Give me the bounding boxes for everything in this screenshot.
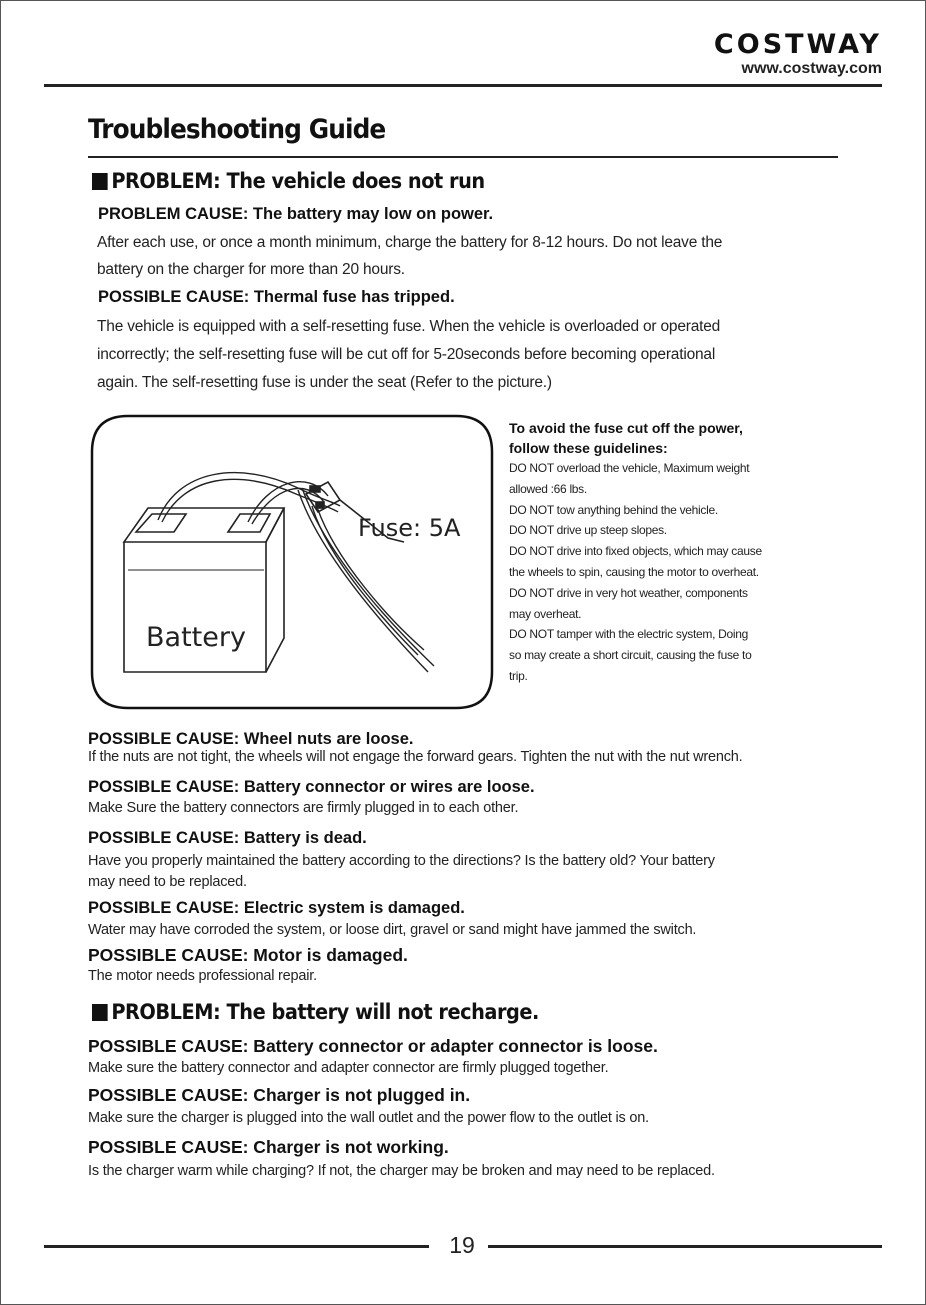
cause-label: POSSIBLE CAUSE: Wheel nuts are loose. bbox=[88, 730, 414, 748]
fuse-label: Fuse: 5A bbox=[358, 514, 461, 542]
text-line: Make sure the charger is plugged into the wall outlet and the power flow to the outlet is on. bbox=[88, 1110, 649, 1126]
heading-square-icon bbox=[92, 1004, 108, 1021]
cause-label: POSSIBLE CAUSE: Charger is not working. bbox=[88, 1137, 449, 1157]
text-line: The motor needs professional repair. bbox=[88, 968, 317, 984]
guideline-line: so may create a short circuit, causing the fuse to bbox=[509, 648, 752, 663]
guidelines-title-line: To avoid the fuse cut off the power, bbox=[509, 420, 743, 436]
cause-label: POSSIBLE CAUSE: Thermal fuse has tripped. bbox=[98, 288, 455, 306]
footer-rule-right bbox=[488, 1245, 882, 1248]
cause-label: POSSIBLE CAUSE: Battery connector or wires are loose. bbox=[88, 778, 535, 796]
battery-label: Battery bbox=[146, 622, 246, 653]
guideline-line: DO NOT overload the vehicle, Maximum weight bbox=[509, 461, 750, 475]
guideline-line: allowed :66 lbs. bbox=[509, 481, 587, 496]
title-rule bbox=[88, 156, 838, 158]
page-title: Troubleshooting Guide bbox=[88, 114, 386, 145]
cause-description bbox=[97, 229, 837, 283]
fuse-battery-illustration bbox=[88, 410, 498, 712]
text-line: Have you properly maintained the battery according to the directions? Is the battery old? Your battery bbox=[88, 853, 715, 869]
cause-label: POSSIBLE CAUSE: Battery is dead. bbox=[88, 829, 367, 847]
cause-description bbox=[97, 313, 837, 397]
guideline-line: DO NOT tamper with the electric system, Doing bbox=[509, 627, 749, 642]
guideline-line: trip. bbox=[509, 668, 528, 683]
cause-description bbox=[88, 798, 888, 819]
cause-description bbox=[88, 851, 888, 893]
brand-header bbox=[714, 30, 882, 78]
guideline-line: DO NOT drive into fixed objects, which may cause bbox=[509, 544, 762, 559]
header-rule bbox=[44, 84, 882, 87]
cause-description bbox=[88, 1161, 888, 1182]
guideline-line: DO NOT drive in very hot weather, components bbox=[509, 585, 748, 600]
text-line: battery on the charger for more than 20 hours. bbox=[97, 261, 405, 278]
cause-description bbox=[88, 966, 888, 987]
text-line: After each use, or once a month minimum, charge the battery for 8-12 hours. Do not leave the bbox=[97, 234, 723, 251]
cause-label: POSSIBLE CAUSE: Charger is not plugged in. bbox=[88, 1085, 471, 1105]
cause-label: PROBLEM CAUSE: The battery may low on power. bbox=[98, 205, 494, 223]
cause-description bbox=[88, 747, 888, 768]
text-line: Is the charger warm while charging? If not, the charger may be broken and may need to be replaced. bbox=[88, 1163, 715, 1179]
problem-heading-text: PROBLEM: The battery will not recharge. bbox=[111, 1000, 539, 1024]
guideline-line: DO NOT tow anything behind the vehicle. bbox=[509, 502, 718, 517]
text-line: Make sure the battery connector and adapter connector are firmly plugged together. bbox=[88, 1060, 609, 1076]
footer-rule-left bbox=[44, 1245, 429, 1248]
text-line: The vehicle is equipped with a self-resetting fuse. When the vehicle is overloaded or operated bbox=[97, 318, 721, 335]
cause-label: POSSIBLE CAUSE: Electric system is damaged. bbox=[88, 899, 465, 917]
text-line: again. The self-resetting fuse is under the seat (Refer to the picture.) bbox=[97, 374, 552, 391]
fuse-guidelines bbox=[509, 418, 809, 687]
heading-square-icon bbox=[92, 173, 108, 190]
brand-logo: COSTWAY bbox=[713, 29, 882, 60]
text-line: may need to be replaced. bbox=[88, 874, 247, 890]
guideline-line: the wheels to spin, causing the motor to overheat. bbox=[509, 564, 759, 579]
problem-heading-vehicle-not-run bbox=[92, 169, 485, 193]
problem-heading-battery-not-recharge bbox=[92, 1000, 539, 1024]
page-number: 19 bbox=[449, 1232, 475, 1258]
guidelines-title-line: follow these guidelines: bbox=[509, 440, 668, 456]
guideline-line: DO NOT drive up steep slopes. bbox=[509, 523, 667, 538]
guideline-line: may overheat. bbox=[509, 606, 582, 621]
text-line: incorrectly; the self-resetting fuse will be cut off for 5-20seconds before becoming operational bbox=[97, 346, 716, 363]
cause-label: POSSIBLE CAUSE: Motor is damaged. bbox=[88, 945, 408, 965]
text-line: Water may have corroded the system, or loose dirt, gravel or sand might have jammed the switch. bbox=[88, 922, 697, 938]
problem-heading-text: PROBLEM: The vehicle does not run bbox=[111, 169, 485, 193]
cause-description bbox=[88, 920, 888, 941]
text-line: If the nuts are not tight, the wheels will not engage the forward gears. Tighten the nut with the nut wrench. bbox=[88, 749, 743, 765]
cause-label: POSSIBLE CAUSE: Battery connector or adapter connector is loose. bbox=[88, 1036, 658, 1056]
brand-url[interactable]: www.costway.com bbox=[741, 60, 882, 77]
cause-description bbox=[88, 1058, 888, 1079]
text-line: Make Sure the battery connectors are firmly plugged in to each other. bbox=[88, 800, 519, 816]
cause-description bbox=[88, 1108, 888, 1129]
